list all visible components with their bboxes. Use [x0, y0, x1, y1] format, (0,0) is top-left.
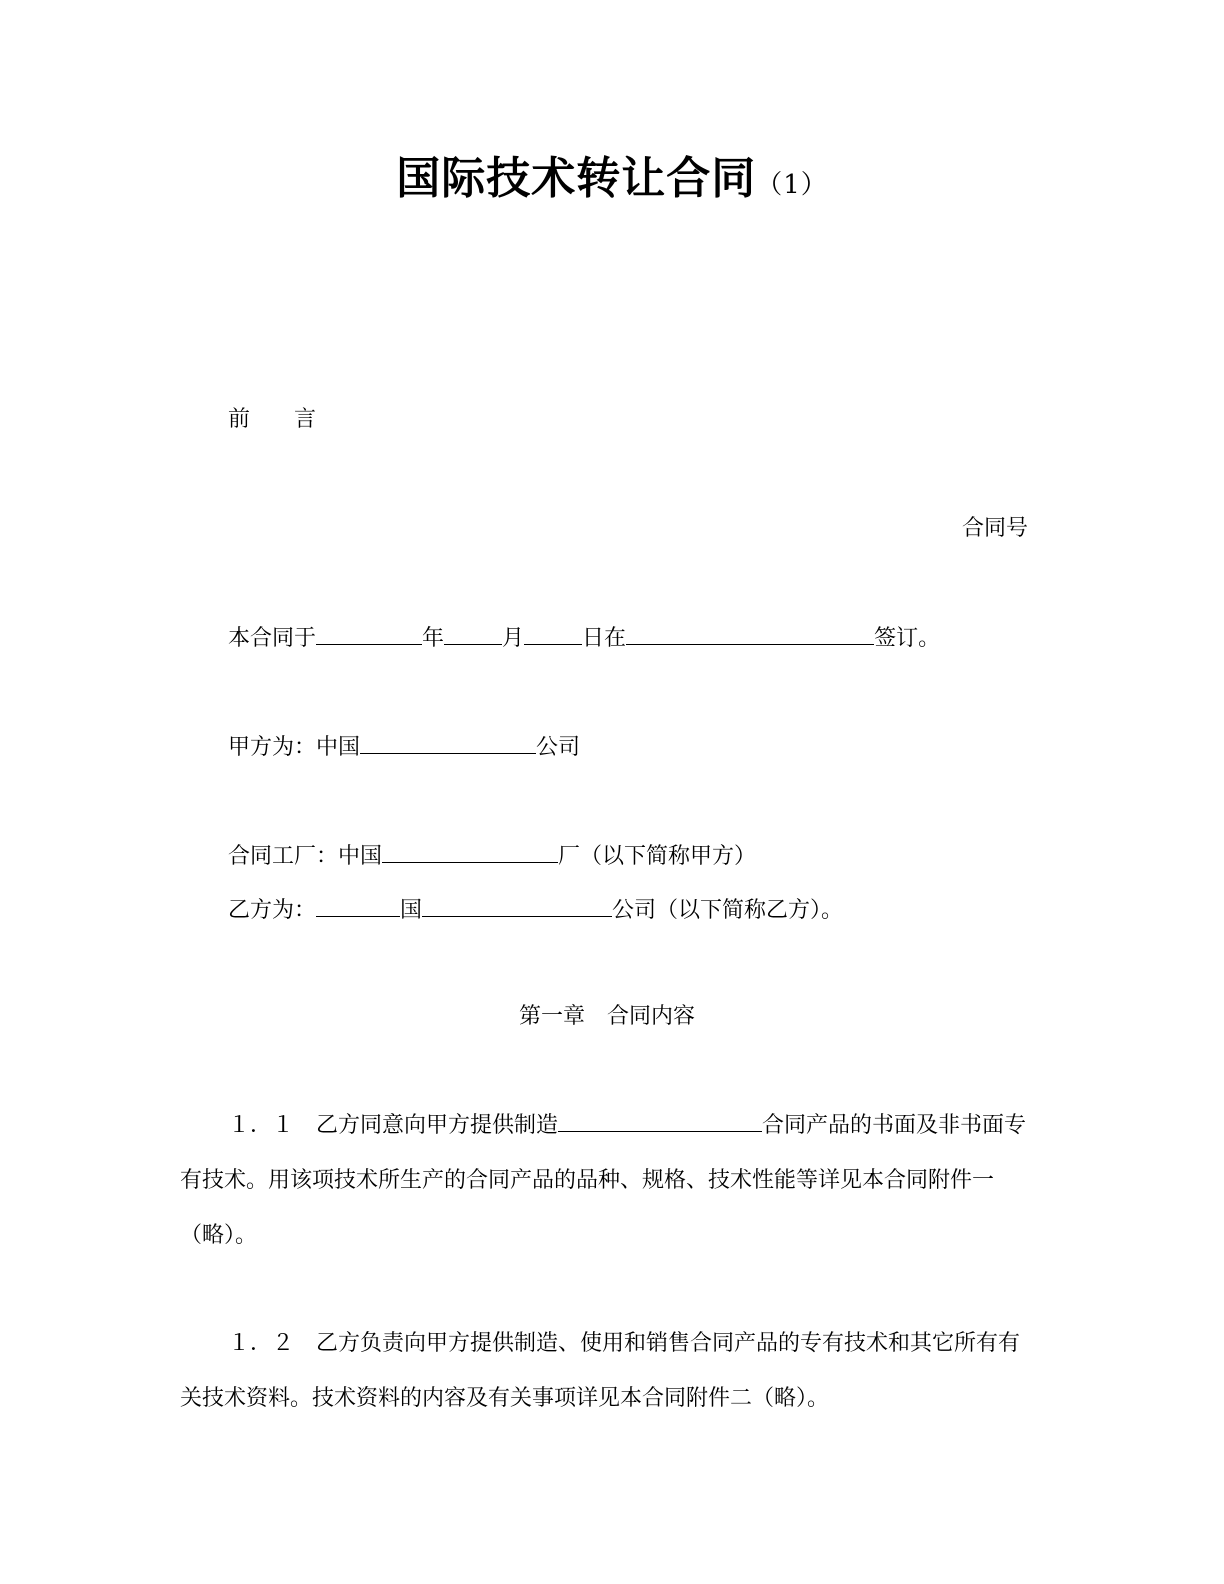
day-blank[interactable] — [524, 624, 582, 645]
year-blank[interactable] — [316, 624, 422, 645]
clause-number: １．２ — [228, 1331, 295, 1356]
party-a-line — [228, 733, 580, 761]
place-blank[interactable] — [626, 624, 874, 645]
party-b-country-blank[interactable] — [316, 896, 400, 917]
contract-number-label: 合同号 — [962, 516, 1029, 541]
title-suffix: （1） — [756, 170, 828, 200]
party-b-label: 乙方为： — [228, 898, 317, 923]
year-label: 年 — [422, 626, 445, 651]
factory-name-blank[interactable] — [382, 842, 558, 863]
product-blank[interactable] — [558, 1111, 762, 1132]
document-title — [0, 142, 1224, 206]
factory-line — [228, 842, 756, 870]
party-b-suffix: 公司（以下简称乙方）。 — [612, 898, 844, 923]
party-b-line — [228, 896, 843, 924]
clause-number: １．１ — [228, 1113, 295, 1138]
chapter-1-heading: 第一章 合同内容 — [518, 1004, 695, 1029]
day-label: 日在 — [582, 626, 627, 651]
country-label: 国 — [400, 898, 423, 923]
factory-label: 合同工厂：中国 — [228, 844, 383, 869]
party-a-suffix: 公司 — [536, 735, 581, 760]
party-b-company-blank[interactable] — [422, 896, 612, 917]
clause-text: 乙方负责向甲方提供制造、使用和销售合同产品的专有技术和其它所有有关技术资料。技术资料的内容及有关事项详见本合同附件二（略）。 — [180, 1331, 1021, 1411]
party-a-company-blank[interactable] — [360, 733, 536, 754]
month-label: 月 — [502, 626, 525, 651]
signed-label: 签订。 — [874, 626, 941, 651]
preface-heading: 前 言 — [228, 407, 317, 432]
signing-text: 本合同于 — [228, 626, 317, 651]
month-blank[interactable] — [444, 624, 502, 645]
title-text: 国际技术转让合同 — [396, 153, 757, 204]
clause-1-1 — [180, 1098, 1035, 1263]
clause-1-2 — [180, 1316, 1035, 1426]
signing-line — [228, 624, 940, 652]
party-a-label: 甲方为：中国 — [228, 735, 361, 760]
clause-text-cont: 合同产品的书面及非书面专有技术。用该项技术所生产的合同产品的品种、规格、技术性能等详见本合同附件一（略）。 — [180, 1113, 1027, 1248]
clause-text: 乙方同意向甲方提供制造 — [316, 1113, 559, 1138]
factory-suffix: 厂（以下简称甲方） — [558, 844, 757, 869]
